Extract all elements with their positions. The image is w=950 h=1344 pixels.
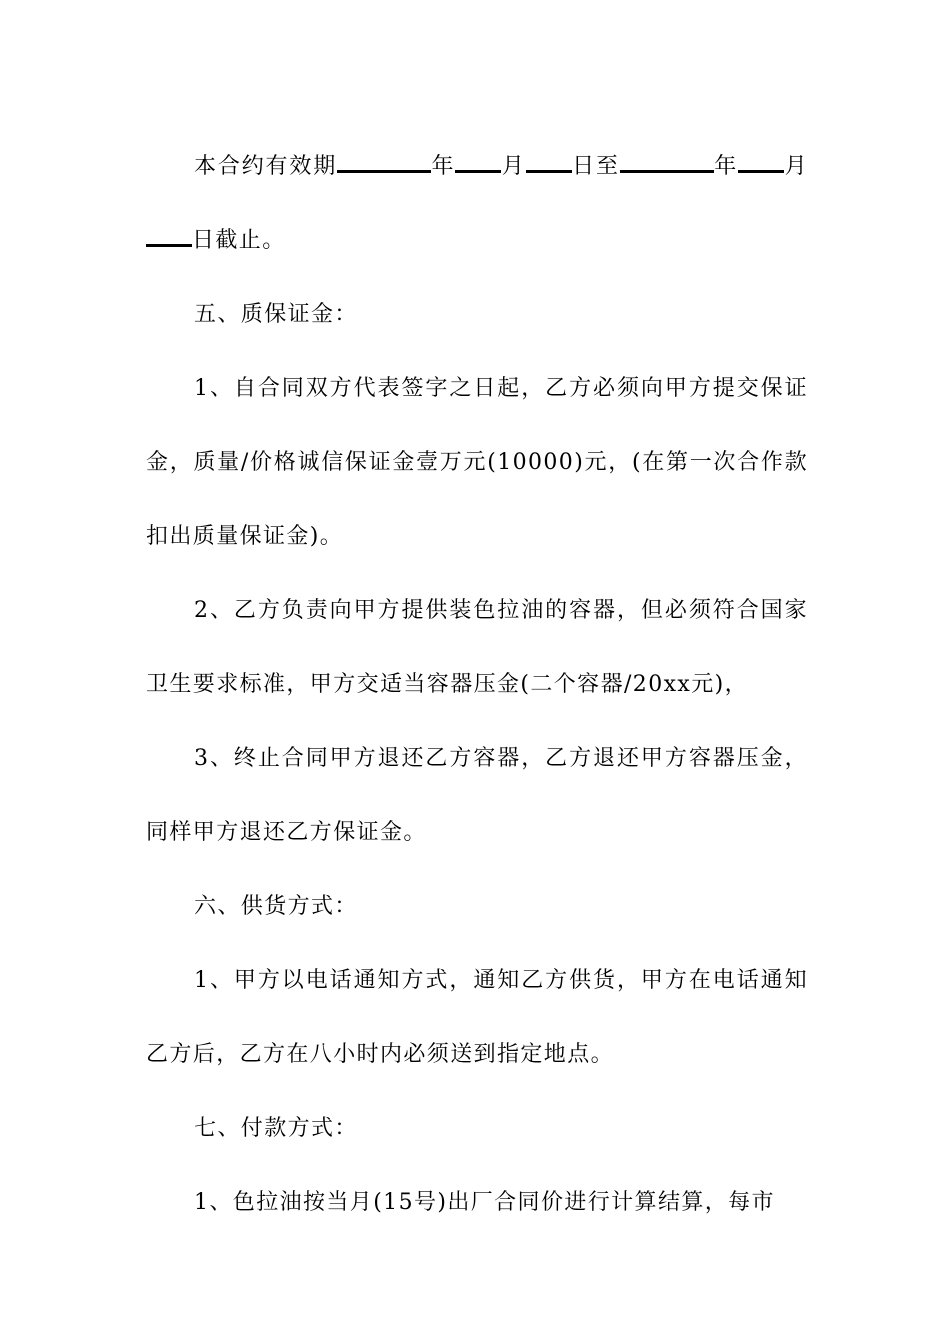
validity-prefix: 本合约有效期 <box>194 154 338 179</box>
section-heading-supply: 六、供货方式： <box>194 894 358 919</box>
section-heading-payment: 七、付款方式： <box>194 1116 358 1141</box>
word-year: 年 <box>431 154 456 179</box>
clause-deposit-2: 2、乙方负责向甲方提供装色拉油的容器，但必须符合国家卫生要求标准，甲方交适当容器压金(二个容器/20xx元)， <box>146 598 808 697</box>
word-day-to: 日至 <box>571 154 620 179</box>
word-month: 月 <box>501 154 526 179</box>
blank-day-end <box>146 226 192 247</box>
document-body <box>146 130 808 1240</box>
word-end: 日截止。 <box>192 228 286 253</box>
word-year-end: 年 <box>713 154 739 179</box>
clause-deposit-1: 1、自合同双方代表签字之日起，乙方必须向甲方提交保证金，质量/价格诚信保证金壹万元(10000)元，(在第一次合作款扣出质量保证金)。 <box>146 376 808 549</box>
clause-supply-1: 1、甲方以电话通知方式，通知乙方供货，甲方在电话通知乙方后，乙方在八小时内必须送到指定地点。 <box>146 968 808 1067</box>
blank-month-end <box>738 152 784 173</box>
section-heading-deposit: 五、质保证金： <box>194 302 358 327</box>
clause-deposit-3: 3、终止合同甲方退还乙方容器，乙方退还甲方容器压金，同样甲方退还乙方保证金。 <box>146 746 808 845</box>
blank-day-start <box>526 152 572 173</box>
blank-year-start <box>337 152 431 173</box>
validity-clause <box>146 130 808 278</box>
blank-year-end <box>620 152 714 173</box>
clause-payment-1: 1、色拉油按当月(15号)出厂合同价进行计算结算，每市 <box>194 1190 775 1215</box>
word-month-end: 月 <box>784 154 808 179</box>
blank-month-start <box>455 152 501 173</box>
